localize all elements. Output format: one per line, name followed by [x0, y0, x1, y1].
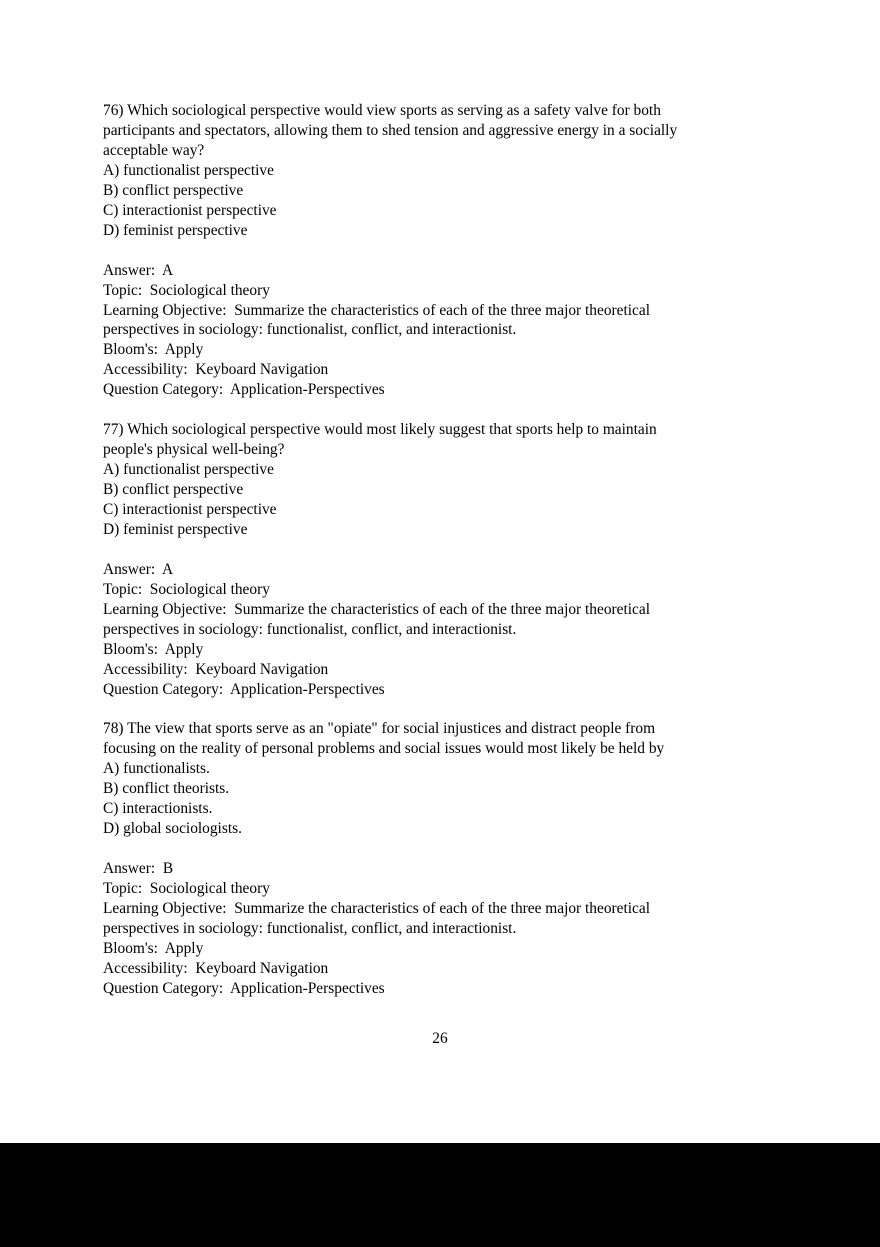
metadata-line: Learning Objective: Summarize the characteristics of each of the three major theoretical [103, 301, 650, 319]
question-block-76 [103, 101, 777, 420]
answer-options [103, 161, 777, 241]
answer-option: A) functionalists. [103, 760, 210, 778]
page-number: 26 [432, 1030, 448, 1047]
question-block-78 [103, 719, 777, 998]
answer-option: C) interactionist perspective [103, 501, 277, 519]
metadata-line: perspectives in sociology: functionalist, conflict, and interactionist. [103, 321, 517, 339]
letterbox-bar [0, 1143, 880, 1247]
metadata-line: Question Category: Application-Perspectives [103, 381, 385, 399]
question-text-line: acceptable way? [103, 141, 205, 159]
question-text [103, 101, 777, 161]
question-metadata [103, 560, 777, 700]
metadata-line: Topic: Sociological theory [103, 281, 270, 299]
metadata-line: Learning Objective: Summarize the characteristics of each of the three major theoretical [103, 600, 650, 618]
question-text [103, 719, 777, 759]
answer-options [103, 759, 777, 839]
answer-options [103, 460, 777, 540]
question-text-line: 76) Which sociological perspective would view sports as serving as a safety valve for both [103, 102, 661, 119]
metadata-line: Bloom's: Apply [103, 341, 204, 359]
blank-line [103, 241, 777, 261]
answer-option: D) global sociologists. [103, 820, 242, 838]
metadata-line: Bloom's: Apply [103, 640, 204, 658]
answer-option: A) functionalist perspective [103, 461, 274, 479]
question-text-line: people's physical well-being? [103, 441, 285, 459]
metadata-line: Answer: B [103, 860, 174, 878]
question-text-line: 77) Which sociological perspective would most likely suggest that sports help to maintain [103, 421, 657, 439]
blank-line [103, 540, 777, 560]
answer-option: D) feminist perspective [103, 221, 248, 239]
blank-line [103, 400, 777, 420]
question-metadata [103, 859, 777, 999]
metadata-line: Answer: A [103, 261, 174, 279]
metadata-line: Accessibility: Keyboard Navigation [103, 361, 329, 379]
answer-option: D) feminist perspective [103, 520, 248, 538]
document-content [103, 101, 777, 999]
question-text-line: participants and spectators, allowing them to shed tension and aggressive energy in a socially [103, 121, 678, 139]
metadata-line: Question Category: Application-Perspectives [103, 680, 385, 698]
answer-option: B) conflict perspective [103, 181, 244, 199]
question-metadata [103, 261, 777, 401]
question-text-line: 78) The view that sports serve as an "opiate" for social injustices and distract people from [103, 720, 656, 738]
answer-option: B) conflict perspective [103, 481, 244, 499]
question-text-line: focusing on the reality of personal problems and social issues would most likely be held by [103, 740, 665, 758]
metadata-line: Answer: A [103, 560, 174, 578]
answer-option: B) conflict theorists. [103, 780, 230, 798]
answer-option: C) interactionists. [103, 800, 213, 818]
metadata-line: Question Category: Application-Perspectives [103, 979, 385, 997]
question-block-77 [103, 420, 777, 719]
blank-line [103, 700, 777, 720]
answer-option: A) functionalist perspective [103, 161, 274, 179]
answer-option: C) interactionist perspective [103, 201, 277, 219]
blank-line [103, 839, 777, 859]
metadata-line: Accessibility: Keyboard Navigation [103, 660, 329, 678]
metadata-line: perspectives in sociology: functionalist, conflict, and interactionist. [103, 920, 517, 937]
question-text [103, 420, 777, 460]
metadata-line: Topic: Sociological theory [103, 580, 270, 598]
metadata-line: perspectives in sociology: functionalist, conflict, and interactionist. [103, 620, 517, 638]
metadata-line: Learning Objective: Summarize the characteristics of each of the three major theoretical [103, 900, 650, 918]
metadata-line: Accessibility: Keyboard Navigation [103, 959, 329, 977]
metadata-line: Topic: Sociological theory [103, 880, 270, 898]
metadata-line: Bloom's: Apply [103, 939, 204, 957]
